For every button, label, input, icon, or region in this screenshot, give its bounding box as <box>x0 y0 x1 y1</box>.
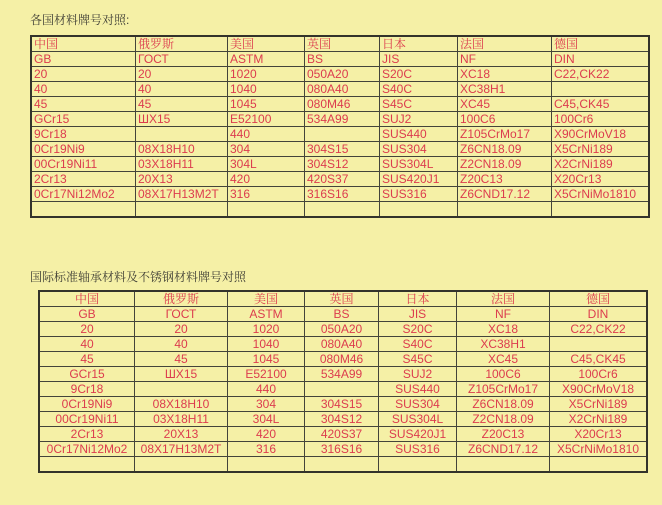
table-cell: SUJ2 <box>380 112 458 127</box>
table-cell: 08X18H10 <box>136 142 228 157</box>
table-cell <box>550 337 648 352</box>
table-cell: ASTM <box>228 307 305 322</box>
table-cell: 0Cr17Ni12Mo2 <box>31 187 136 202</box>
table-cell: 050A20 <box>305 322 379 337</box>
table-cell: SUS420J1 <box>380 172 458 187</box>
table-cell: 45 <box>31 97 136 112</box>
table-cell: S40C <box>380 82 458 97</box>
table-cell: 1045 <box>228 97 305 112</box>
table-cell: Z6CND17.12 <box>458 187 552 202</box>
header-cell: 俄罗斯 <box>135 291 228 307</box>
table-cell: 534A99 <box>305 112 380 127</box>
table-cell: 2Cr13 <box>39 427 135 442</box>
table-cell: C22,CK22 <box>552 67 650 82</box>
table-cell <box>305 382 379 397</box>
table-cell: SUS316 <box>379 442 457 457</box>
table-cell: ГОСТ <box>135 307 228 322</box>
table-cell: 9Cr18 <box>31 127 136 142</box>
header-row <box>39 291 647 307</box>
table-cell: E52100 <box>228 367 305 382</box>
table-cell: C45,CK45 <box>552 97 650 112</box>
table-cell <box>228 202 305 218</box>
table-cell: 0Cr19Ni9 <box>31 142 136 157</box>
header-cell: 德国 <box>552 36 650 52</box>
table-cell <box>228 457 305 473</box>
table-cell: 304S15 <box>305 397 379 412</box>
table-cell: 0Cr19Ni9 <box>39 397 135 412</box>
table-row <box>39 307 647 322</box>
materials-comparison-table <box>30 35 650 218</box>
table-cell: X90CrMoV18 <box>550 382 648 397</box>
table-cell: 080M46 <box>305 352 379 367</box>
table-cell: 304S12 <box>305 412 379 427</box>
header-cell: 中国 <box>31 36 136 52</box>
table-cell: Z105CrMo17 <box>458 127 552 142</box>
table-cell: 316S16 <box>305 187 380 202</box>
table-cell: 420 <box>228 427 305 442</box>
table-cell: DIN <box>550 307 648 322</box>
table-cell: 1020 <box>228 67 305 82</box>
table-row <box>31 97 649 112</box>
table-cell: Z6CND17.12 <box>457 442 550 457</box>
table-cell: 0Cr17Ni12Mo2 <box>39 442 135 457</box>
table-cell: 316 <box>228 442 305 457</box>
header-cell: 法国 <box>458 36 552 52</box>
header-row <box>31 36 649 52</box>
table-row <box>39 352 647 367</box>
table-cell: X2CrNi189 <box>552 157 650 172</box>
table-cell: 08X17H13M2T <box>136 187 228 202</box>
table-cell: XC18 <box>457 322 550 337</box>
table-cell: SUS420J1 <box>379 427 457 442</box>
table-cell: 1045 <box>228 352 305 367</box>
table-cell: X5CrNi189 <box>550 397 648 412</box>
table-cell: 45 <box>39 352 135 367</box>
table-cell: SUS440 <box>379 382 457 397</box>
table-cell: 080A40 <box>305 337 379 352</box>
table-cell: BS <box>305 52 380 67</box>
table-row <box>39 382 647 397</box>
table-cell: 304 <box>228 397 305 412</box>
table-cell: ГОСТ <box>136 52 228 67</box>
table-cell: X90CrMoV18 <box>552 127 650 142</box>
table-cell: 08X17H13M2T <box>135 442 228 457</box>
table-cell: GB <box>31 52 136 67</box>
table-cell: X20Cr13 <box>550 427 648 442</box>
table-row <box>31 142 649 157</box>
table-cell <box>135 457 228 473</box>
bearing-stainless-comparison-table <box>38 290 648 473</box>
table-cell <box>552 202 650 218</box>
table-cell: 00Cr19Ni11 <box>31 157 136 172</box>
table-cell: JIS <box>380 52 458 67</box>
table-cell: Z105CrMo17 <box>457 382 550 397</box>
table-cell: 100Cr6 <box>550 367 648 382</box>
table-cell <box>305 202 380 218</box>
table-cell <box>379 457 457 473</box>
table-cell: JIS <box>379 307 457 322</box>
table-cell: S20C <box>379 322 457 337</box>
table-cell: XC45 <box>457 352 550 367</box>
table-row <box>39 322 647 337</box>
table-row <box>39 442 647 457</box>
table-cell: GCr15 <box>39 367 135 382</box>
table-cell: SUS316 <box>380 187 458 202</box>
header-cell: 美国 <box>228 36 305 52</box>
table-cell: SUS304 <box>380 142 458 157</box>
table-row <box>39 367 647 382</box>
table1-title: 各国材料牌号对照: <box>30 13 130 27</box>
table-cell: 20 <box>135 322 228 337</box>
table-cell: 440 <box>228 127 305 142</box>
table-cell: 9Cr18 <box>39 382 135 397</box>
table-cell: E52100 <box>228 112 305 127</box>
table-cell: 00Cr19Ni11 <box>39 412 135 427</box>
table-row <box>31 187 649 202</box>
table-cell: 534A99 <box>305 367 379 382</box>
header-cell: 中国 <box>39 291 135 307</box>
table-row <box>31 157 649 172</box>
header-cell: 法国 <box>457 291 550 307</box>
table-cell: XC45 <box>458 97 552 112</box>
table-cell: 050A20 <box>305 67 380 82</box>
table-cell: S45C <box>380 97 458 112</box>
table-row <box>39 457 647 473</box>
table-cell: 080M46 <box>305 97 380 112</box>
header-cell: 美国 <box>228 291 305 307</box>
table2-title: 国际标准轴承材料及不锈钢材料牌号对照 <box>30 270 247 284</box>
table-cell: 316 <box>228 187 305 202</box>
table-row <box>31 67 649 82</box>
table-cell <box>136 202 228 218</box>
table-cell <box>305 457 379 473</box>
table-cell: S40C <box>379 337 457 352</box>
table-cell: 100C6 <box>457 367 550 382</box>
table-cell: 304S12 <box>305 157 380 172</box>
table-cell: SUS304 <box>379 397 457 412</box>
table-row <box>39 412 647 427</box>
table-cell: BS <box>305 307 379 322</box>
table-cell: NF <box>457 307 550 322</box>
table-cell: S45C <box>379 352 457 367</box>
table-cell: SUS304L <box>379 412 457 427</box>
table-cell: GCr15 <box>31 112 136 127</box>
table-cell: 1020 <box>228 322 305 337</box>
table-cell: 080A40 <box>305 82 380 97</box>
table-row <box>31 112 649 127</box>
table-cell: ШХ15 <box>135 367 228 382</box>
table-cell: 20 <box>39 322 135 337</box>
table-row <box>31 127 649 142</box>
table-cell: 420S37 <box>305 172 380 187</box>
table-cell: DIN <box>552 52 650 67</box>
table-row <box>31 52 649 67</box>
table-cell: 20X13 <box>135 427 228 442</box>
table-cell: Z2CN18.09 <box>457 412 550 427</box>
table-cell: C22,CK22 <box>550 322 648 337</box>
table-cell: 420 <box>228 172 305 187</box>
table-cell <box>380 202 458 218</box>
table-cell: 45 <box>135 352 228 367</box>
table-cell: XC18 <box>458 67 552 82</box>
table-cell: X5CrNiMo1810 <box>552 187 650 202</box>
table-cell: NF <box>458 52 552 67</box>
table-cell: C45,CK45 <box>550 352 648 367</box>
table-cell: 08X18H10 <box>135 397 228 412</box>
table-cell: 20X13 <box>136 172 228 187</box>
table-cell <box>136 127 228 142</box>
table-cell: SUS440 <box>380 127 458 142</box>
table-cell: 03X18H11 <box>135 412 228 427</box>
table-cell <box>135 382 228 397</box>
table-cell: X5CrNiMo1810 <box>550 442 648 457</box>
header-cell: 日本 <box>380 36 458 52</box>
table-cell: 1040 <box>228 82 305 97</box>
table-cell: SUJ2 <box>379 367 457 382</box>
table-cell: ASTM <box>228 52 305 67</box>
table-cell <box>550 457 648 473</box>
table-cell: X5CrNi189 <box>552 142 650 157</box>
table-cell <box>457 457 550 473</box>
table-row <box>31 172 649 187</box>
table-cell: Z6CN18.09 <box>457 397 550 412</box>
table-cell: GB <box>39 307 135 322</box>
table-row <box>31 82 649 97</box>
table-cell <box>39 457 135 473</box>
table-cell: 100C6 <box>458 112 552 127</box>
table-row <box>39 427 647 442</box>
table-cell: Z2CN18.09 <box>458 157 552 172</box>
header-cell: 英国 <box>305 36 380 52</box>
header-cell: 日本 <box>379 291 457 307</box>
table-cell: Z20C13 <box>457 427 550 442</box>
table-cell: 304S15 <box>305 142 380 157</box>
table-cell: XC38H1 <box>457 337 550 352</box>
table-cell: 420S37 <box>305 427 379 442</box>
table-cell: 304 <box>228 142 305 157</box>
header-cell: 德国 <box>550 291 648 307</box>
table-cell: 100Cr6 <box>552 112 650 127</box>
table-cell <box>31 202 136 218</box>
table-cell: 20 <box>31 67 136 82</box>
table-cell: 2Cr13 <box>31 172 136 187</box>
table-cell: 304L <box>228 412 305 427</box>
table-cell <box>552 82 650 97</box>
table-cell: 03X18H11 <box>136 157 228 172</box>
table-cell: X2CrNi189 <box>550 412 648 427</box>
table-cell: 40 <box>39 337 135 352</box>
table-cell: 304L <box>228 157 305 172</box>
table-cell: 40 <box>31 82 136 97</box>
table-cell: 440 <box>228 382 305 397</box>
table-cell: 1040 <box>228 337 305 352</box>
table-cell: Z6CN18.09 <box>458 142 552 157</box>
table-cell: 40 <box>136 82 228 97</box>
table-cell: 316S16 <box>305 442 379 457</box>
table-cell: 45 <box>136 97 228 112</box>
table-row <box>39 337 647 352</box>
table-cell <box>458 202 552 218</box>
table-cell: 40 <box>135 337 228 352</box>
table-cell: ШХ15 <box>136 112 228 127</box>
header-cell: 俄罗斯 <box>136 36 228 52</box>
table-row <box>31 202 649 218</box>
table-row <box>39 397 647 412</box>
table-cell: XC38H1 <box>458 82 552 97</box>
table-cell: Z20C13 <box>458 172 552 187</box>
table-cell: 20 <box>136 67 228 82</box>
table-cell: SUS304L <box>380 157 458 172</box>
table-cell <box>305 127 380 142</box>
table-cell: X20Cr13 <box>552 172 650 187</box>
table-cell: S20C <box>380 67 458 82</box>
header-cell: 英国 <box>305 291 379 307</box>
